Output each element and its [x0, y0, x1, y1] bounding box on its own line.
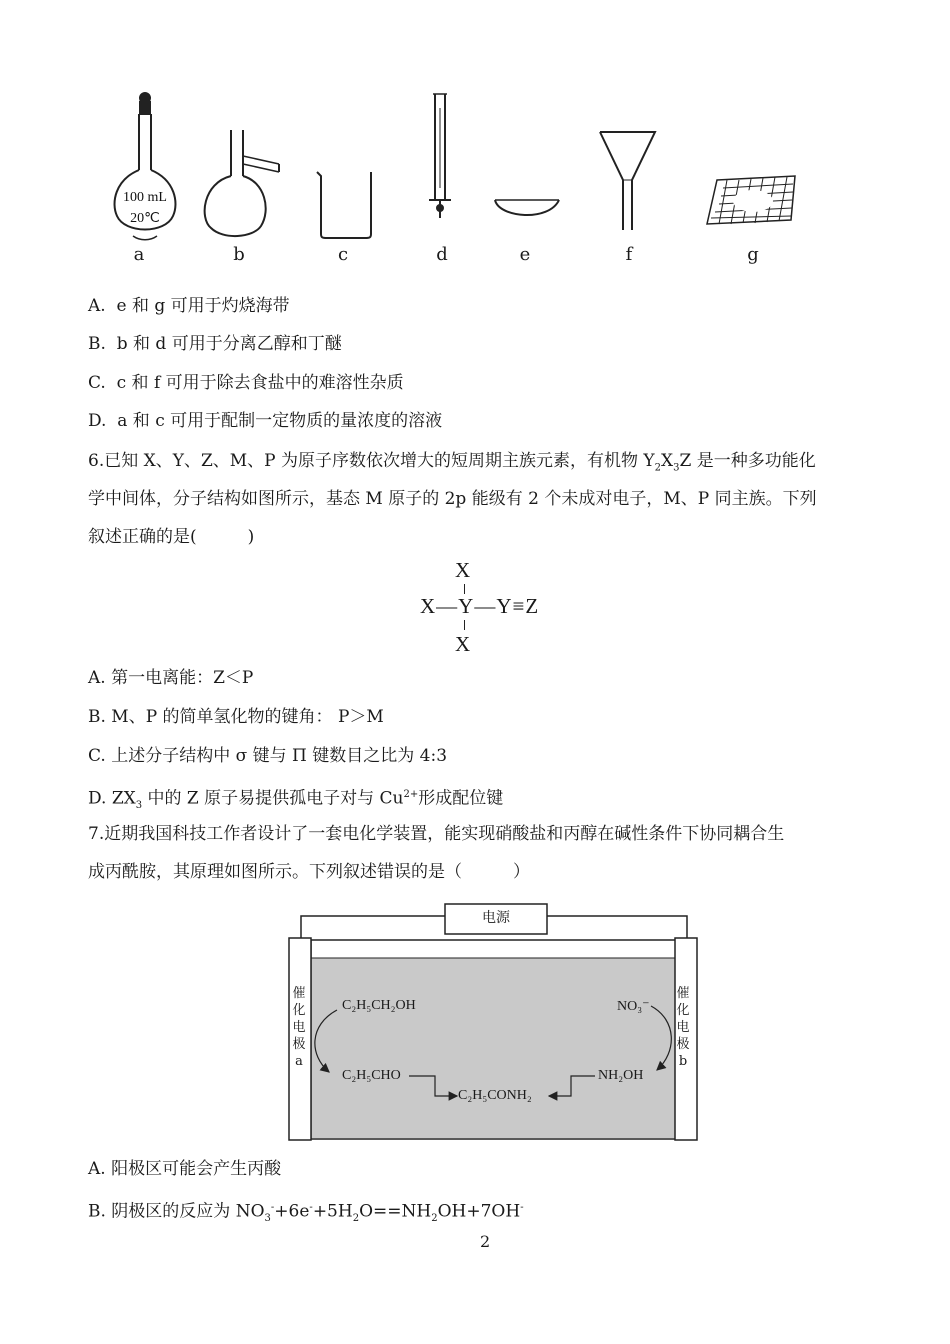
- apparatus-label-b: b: [233, 244, 245, 265]
- q5-option-a-letter: A.: [88, 296, 106, 316]
- hydroxylamine-label: NH₂OH: [598, 1068, 644, 1083]
- distilling-flask-icon: [205, 130, 279, 236]
- molecule-top-atom: X: [455, 558, 471, 582]
- flask-temp-label: 20℃: [130, 211, 160, 226]
- q5-option-c-text: c 和 f 可用于除去食盐中的难溶性杂质: [116, 373, 404, 393]
- evaporating-dish-icon: [495, 200, 559, 215]
- q6-option-a[interactable]: A. 第一电离能：Z＜P: [88, 668, 254, 688]
- q5-option-a[interactable]: [88, 295, 290, 317]
- q6-option-d[interactable]: D. $ZX_3$ 中的 Z 原子易提供孤电子对与 $Cu^{2+}$形成配位键: [88, 788, 504, 812]
- q6-option-b[interactable]: B. M、P 的简单氢化物的键角： P＞M: [88, 707, 384, 727]
- apparatus-label-g: g: [747, 244, 759, 265]
- q5-option-b-letter: B.: [88, 334, 106, 354]
- power-source-label: 电源: [482, 910, 510, 926]
- q7-stem-line1: 7.近期我国科技工作者设计了一套电化学装置，能实现硝酸盐和丙醇在碱性条件下协同耦合生: [88, 824, 785, 844]
- burette-icon: [429, 94, 451, 218]
- molecule-main-chain: X—Y—Y≡Z: [420, 594, 540, 618]
- electrode-b-label: 催 化 电 极 b: [676, 986, 690, 1069]
- apparatus-label-d: d: [436, 244, 448, 265]
- q7-option-a[interactable]: A. 阳极区可能会产生丙酸: [88, 1159, 282, 1179]
- q6-option-c[interactable]: C. 上述分子结构中 σ 键与 Π 键数目之比为 4:3: [88, 746, 448, 766]
- page-number: 2: [480, 1232, 491, 1251]
- q7-option-b[interactable]: B. 阴极区的反应为 $NO_3^-+6e^-+5H_2O==NH_2OH+7OH^-$: [88, 1201, 524, 1225]
- molecule-bottom-atom: X: [455, 632, 471, 656]
- q6-stem-line2: 学中间体，分子结构如图所示，基态 M 原子的 2p 能级有 2 个未成对电子，M、P 同主族。下列: [88, 489, 817, 509]
- q6-stem-line1: 6.已知 X、Y、Z、M、P 为原子序数依次增大的短周期主族元素，有机物 $Y_2X_3Z$ 是一种多功能化: [88, 451, 816, 474]
- q5-option-a-text: e 和 g 可用于灼烧海带: [116, 296, 290, 316]
- beaker-icon: [317, 172, 371, 238]
- apparatus-label-e: e: [519, 244, 531, 265]
- flask-volume-label: 100 mL: [123, 190, 167, 205]
- q7-stem-line2: 成丙酰胺，其原理如图所示。下列叙述错误的是（ ）: [88, 862, 530, 882]
- q5-option-d-letter: D.: [88, 411, 107, 431]
- propanal-label: C₂H₅CHO: [342, 1068, 401, 1083]
- apparatus-label-f: f: [625, 244, 633, 265]
- q5-option-d-text: a 和 c 可用于配制一定物质的量浓度的溶液: [117, 411, 443, 431]
- propanamide-label: C₂H₅CONH₂: [458, 1088, 532, 1103]
- nitrate-label: NO₃⁻: [617, 999, 650, 1014]
- funnel-icon: [600, 132, 655, 230]
- apparatus-label-a: a: [133, 244, 145, 265]
- propanol-label: C₂H₅CH₂OH: [342, 998, 416, 1013]
- q5-option-c-letter: C.: [88, 373, 106, 393]
- wire-gauze-icon: [707, 176, 795, 224]
- q5-option-b-text: b 和 d 可用于分离乙醇和丁醚: [116, 334, 342, 354]
- q5-option-b[interactable]: [88, 333, 342, 355]
- q5-option-d[interactable]: [88, 410, 442, 432]
- cell-diagram-frame: [285, 900, 700, 1145]
- electrode-a-label: 催 化 电 极 a: [292, 986, 306, 1069]
- apparatus-figure: [95, 88, 815, 248]
- q6-stem-line3: 叙述正确的是( ): [88, 527, 255, 547]
- apparatus-label-c: c: [337, 244, 349, 265]
- q5-option-c[interactable]: [88, 372, 404, 394]
